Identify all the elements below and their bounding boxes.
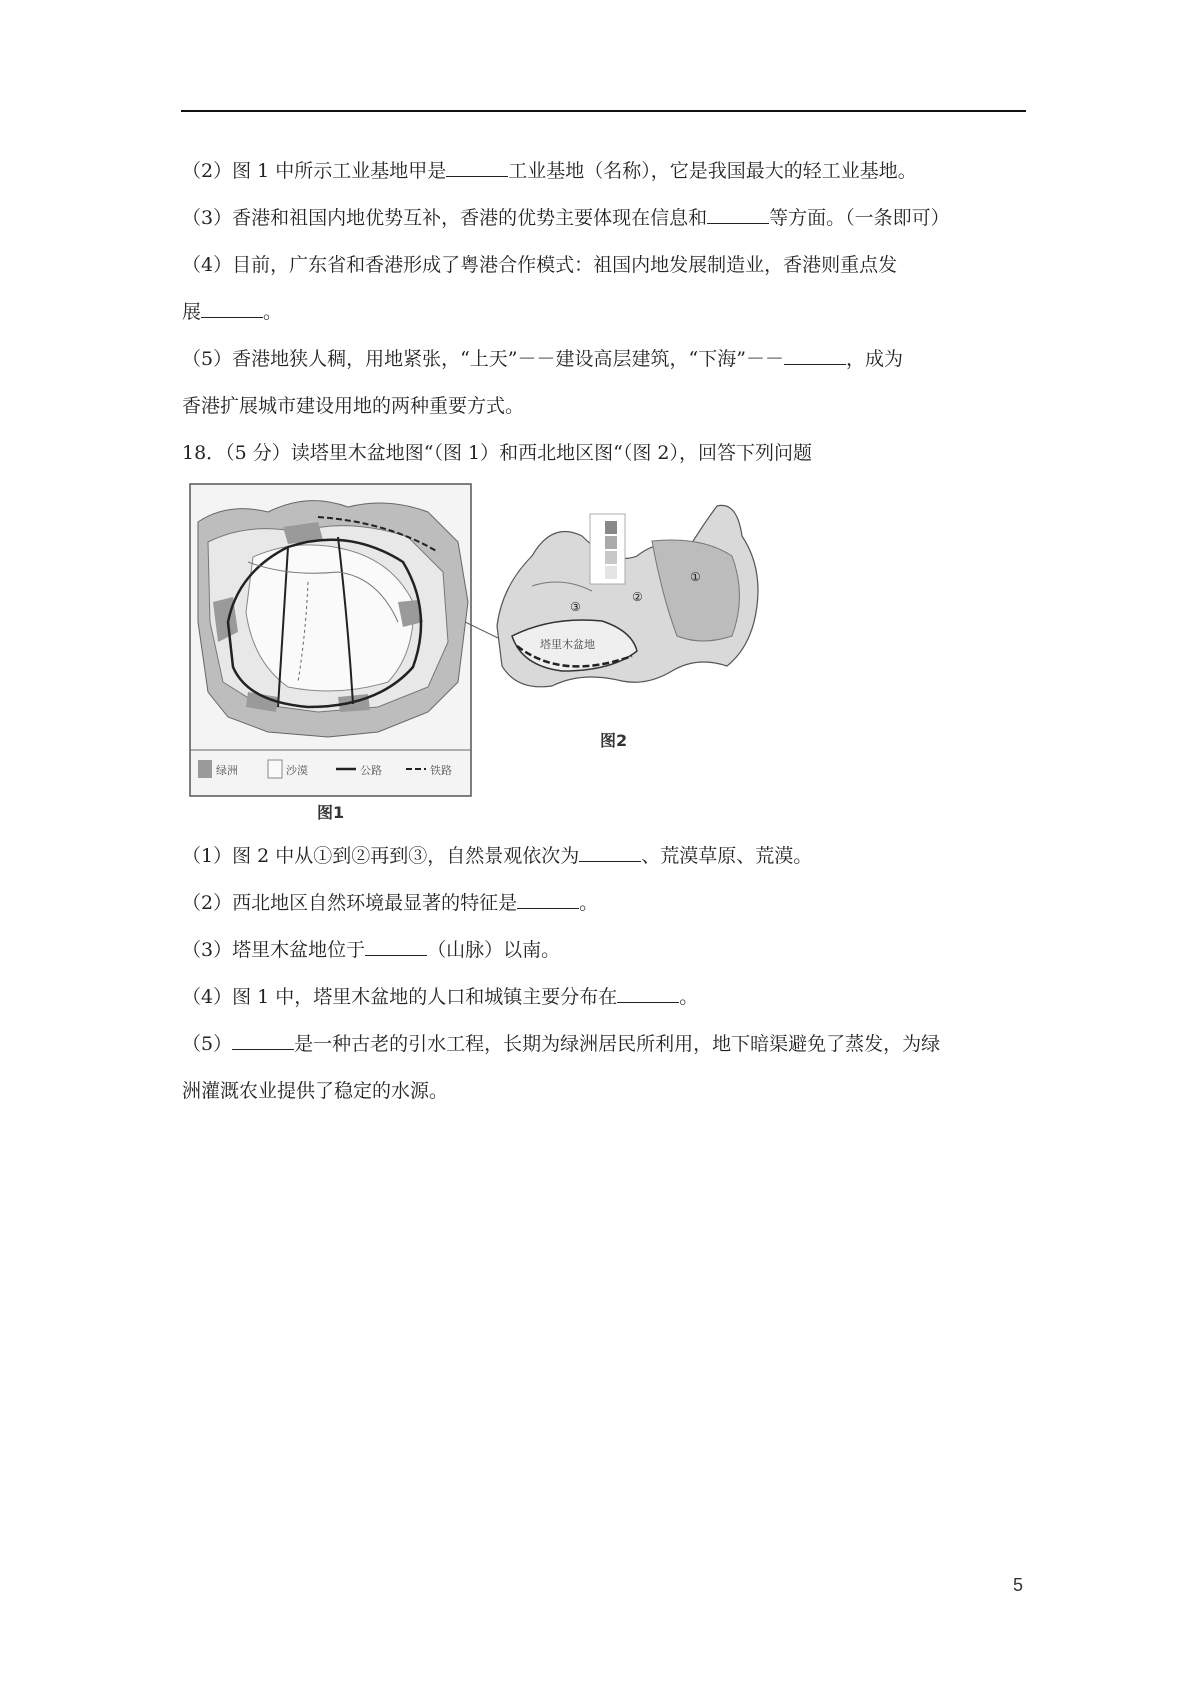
q17-item2-text-end: 工业基地（名称），它是我国最大的轻工业基地。: [508, 160, 917, 182]
legend-railway-label: 铁路: [430, 764, 452, 777]
precipitation-legend: [590, 514, 625, 584]
answer-blank[interactable]: [707, 205, 769, 224]
q18-stem-text: 18．（5 分）读塔里木盆地图“（图 1）和西北地区图“（图 2），回答下列问题: [182, 442, 812, 464]
q17-item4-text-cont: 展: [182, 301, 202, 323]
q18-item4: [182, 984, 698, 1010]
header-rule: [181, 110, 1026, 112]
q18-item1: [182, 843, 812, 869]
q18-item5-text: （5）: [182, 1033, 233, 1055]
figure-2-northwest-map: [462, 496, 772, 724]
q18-item5-text-end: 是一种古老的引水工程，长期为绿洲居民所利用，地下暗渠避免了蒸发，为绿: [294, 1033, 941, 1055]
page-number: 5: [1013, 1575, 1024, 1595]
legend-highway-label: 公路: [360, 764, 382, 777]
answer-blank[interactable]: [232, 1031, 294, 1050]
tarim-map-graphic: [188, 482, 473, 797]
figure-1-caption: 图1: [317, 803, 345, 822]
legend-desert-label: 沙漠: [286, 764, 308, 777]
q17-item5-text-end: ，成为: [845, 348, 903, 370]
q18-item2-text-end: 。: [579, 892, 599, 914]
q17-item4-text: （4）目前，广东省和香港形成了粤港合作模式：祖国内地发展制造业，香港则重点发: [182, 254, 898, 276]
marker-2: ②: [632, 590, 643, 604]
q17-item4-cont: [182, 299, 282, 325]
q17-item3: [182, 205, 950, 231]
answer-blank[interactable]: [446, 158, 508, 177]
q17-item4: [182, 252, 897, 278]
q18-item3-text: （3）塔里木盆地位于: [182, 939, 366, 961]
answer-blank[interactable]: [365, 937, 427, 956]
q18-item5: [182, 1031, 940, 1057]
basin-label: 塔里木盆地: [540, 638, 595, 651]
legend-oasis-label: 绿洲: [216, 764, 238, 777]
q18-item2: [182, 890, 598, 916]
q18-item1-text-end: 、荒漠草原、荒漠。: [641, 845, 813, 867]
q18-item1-text: （1）图 2 中从①到②再到③，自然景观依次为: [182, 845, 580, 867]
northwest-map-graphic: [462, 496, 772, 724]
q18-item3: [182, 937, 560, 963]
q17-item2-text: （2）图 1 中所示工业基地甲是: [182, 160, 447, 182]
legend-desert-swatch: [268, 760, 282, 778]
answer-blank[interactable]: [517, 890, 579, 909]
answer-blank[interactable]: [784, 346, 846, 365]
q17-item5: [182, 346, 903, 372]
q17-item5-cont: [182, 393, 524, 419]
q18-item5-text-cont: 洲灌溉农业提供了稳定的水源。: [182, 1080, 449, 1102]
marker-1: ①: [690, 570, 701, 584]
q18-item5-cont: [182, 1078, 448, 1104]
q17-item3-text: （3）香港和祖国内地优势互补，香港的优势主要体现在信息和: [182, 207, 708, 229]
q18-item2-text: （2）西北地区自然环境最显著的特征是: [182, 892, 518, 914]
figure-2-caption: 图2: [600, 731, 628, 750]
q18-item3-text-end: （山脉）以南。: [427, 939, 561, 961]
marker-3: ③: [570, 600, 581, 614]
q17-item5-text-cont: 香港扩展城市建设用地的两种重要方式。: [182, 395, 525, 417]
q17-item3-text-end: 等方面。（一条即可）: [769, 207, 950, 229]
answer-blank[interactable]: [579, 843, 641, 862]
q18-item4-text: （4）图 1 中，塔里木盆地的人口和城镇主要分布在: [182, 986, 618, 1008]
figure-1-tarim-basin-map: [188, 482, 473, 797]
q18-item4-text-end: 。: [679, 986, 699, 1008]
answer-blank[interactable]: [617, 984, 679, 1003]
legend-oasis-swatch: [198, 760, 212, 778]
q17-item2: [182, 158, 917, 184]
q17-item5-text: （5）香港地狭人稠，用地紧张，“上天”－－建设高层建筑，“下海”－－: [182, 348, 784, 370]
answer-blank[interactable]: [201, 299, 263, 318]
q17-item4-text-end: 。: [263, 301, 283, 323]
q18-stem: [182, 440, 812, 466]
